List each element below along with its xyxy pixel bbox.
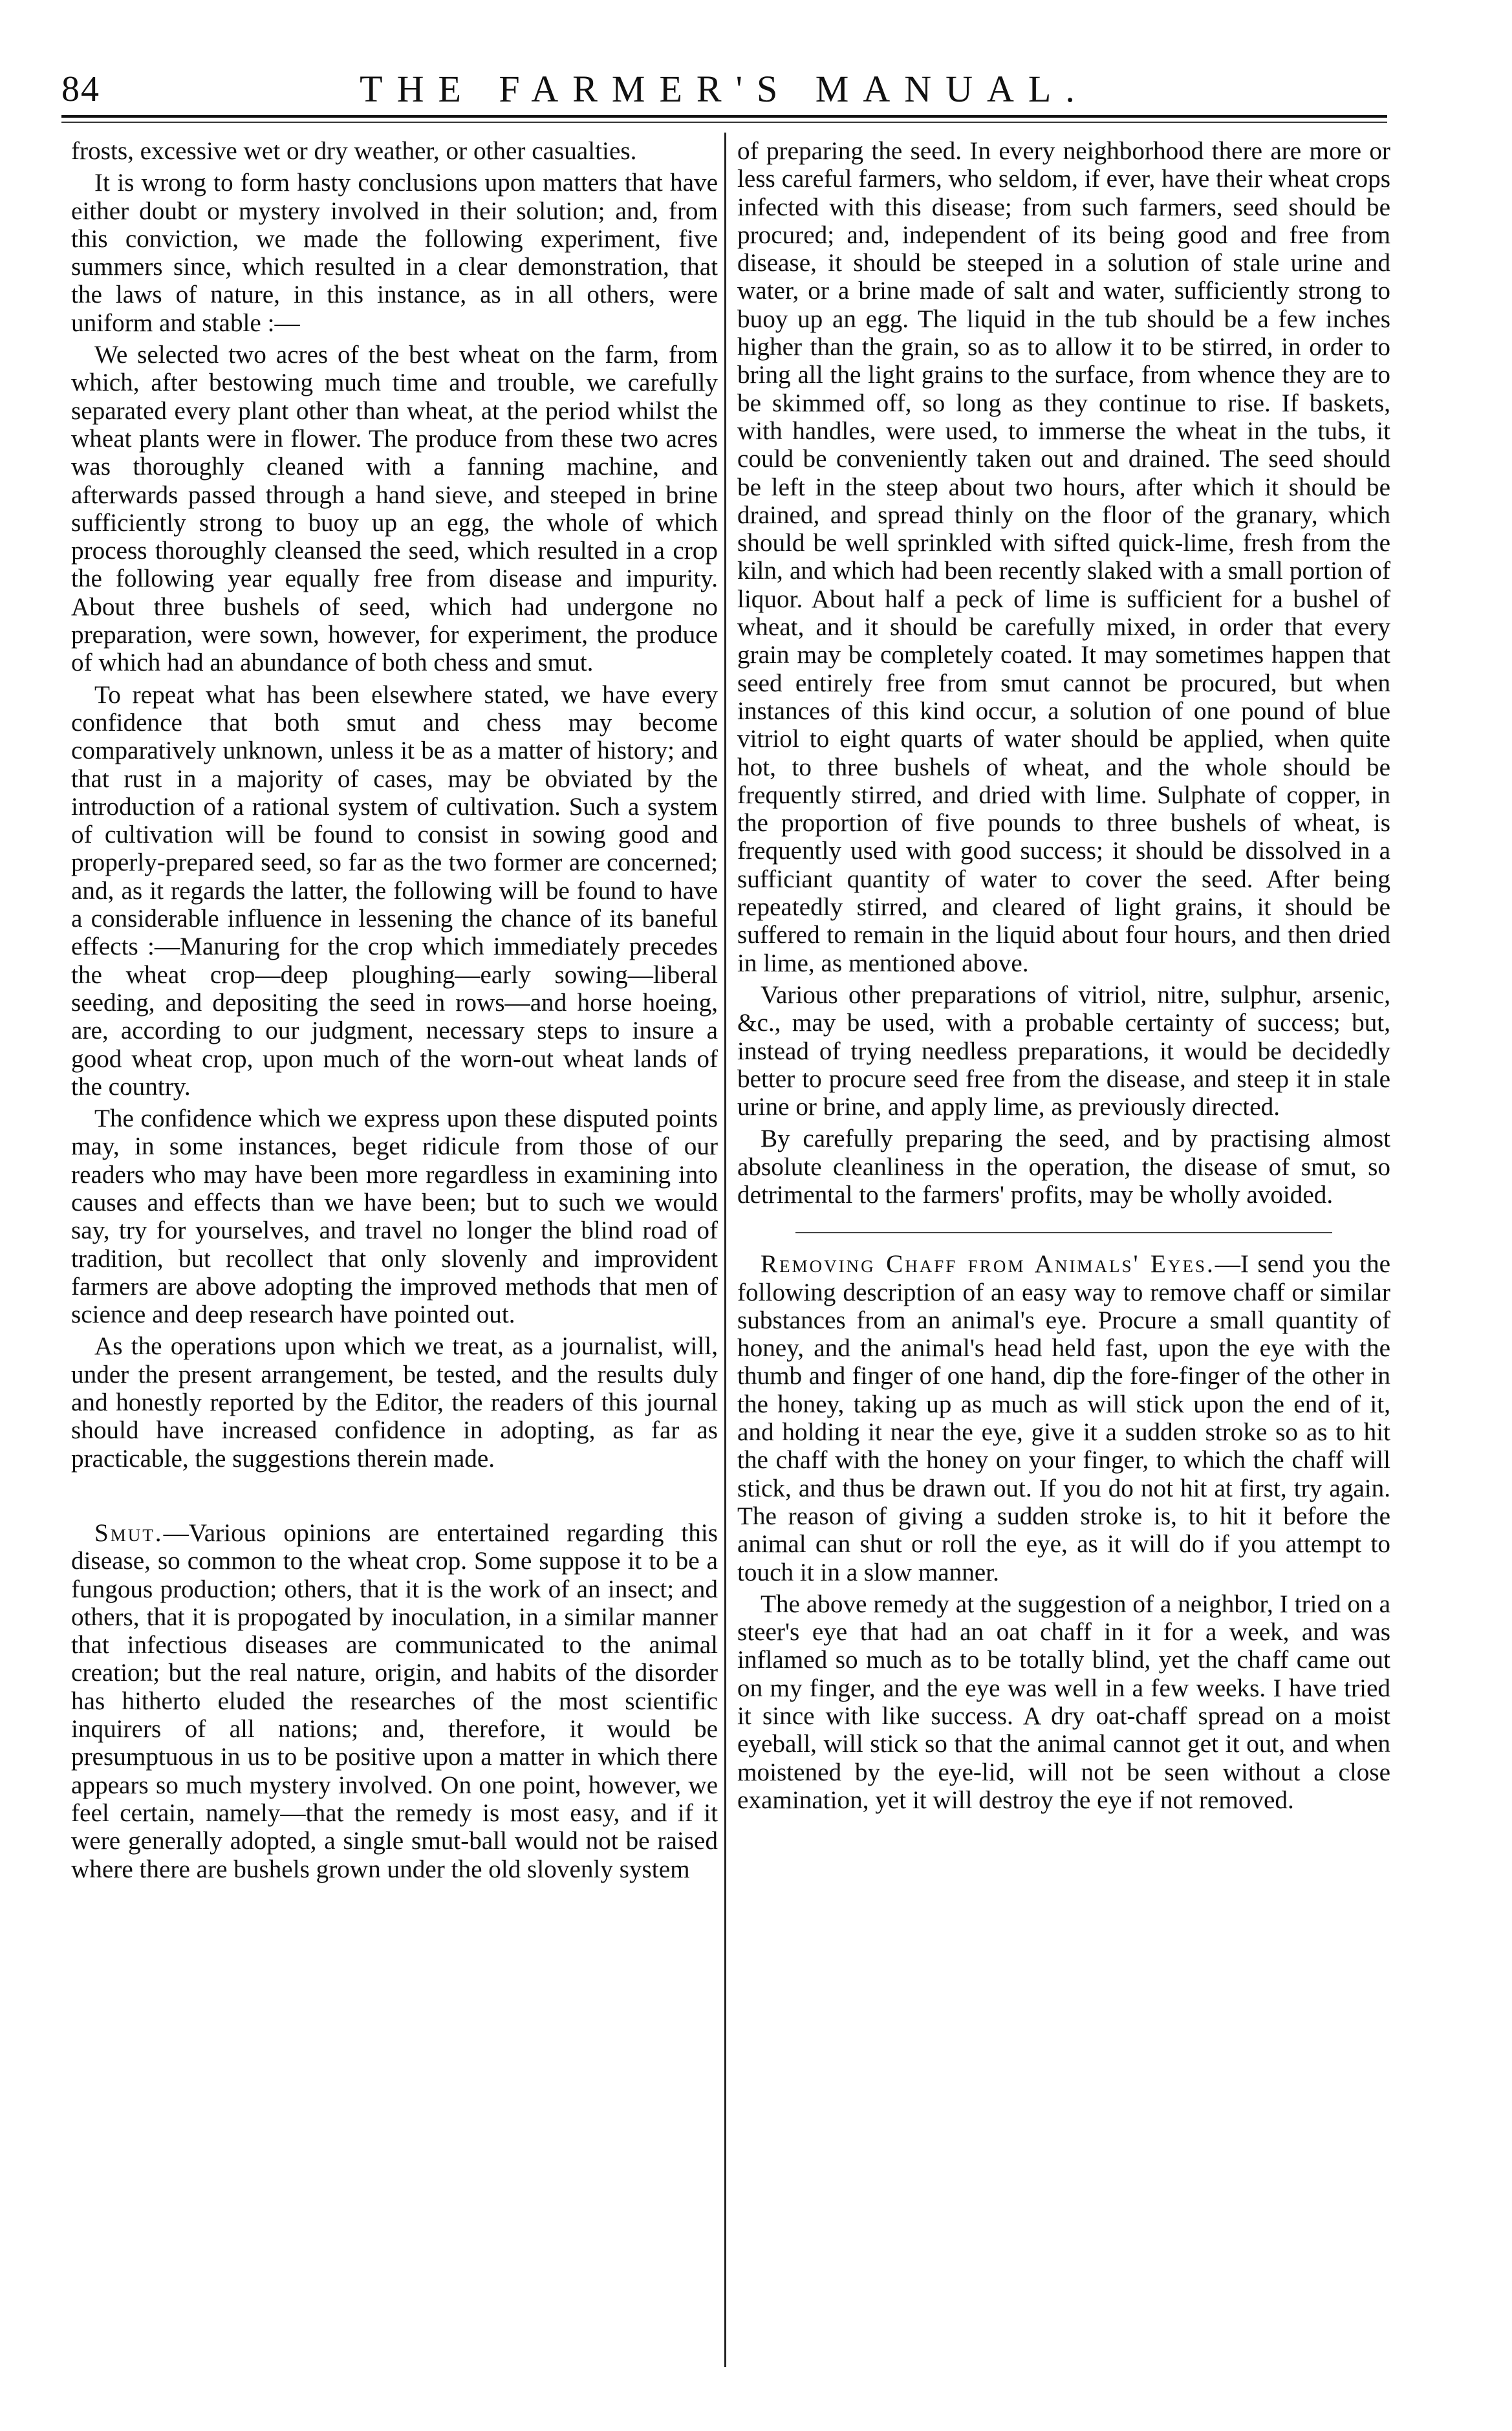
- chaff-body: —I send you the following description of an easy way to remove chaff or similar substances from an animal's eye. Procure a small quantity of honey, and the animal's head held fast, upon the eye with the thumb and finger of one hand, dip the fore-finger of the other in the honey, taking up as much as will stick upon the end of it, and holding it near the eye, give it a sudden stroke so as to hit the chaff with the honey on your finger, to which the chaff will stick, and thus be drawn out. If you do not hit at first, try again. The reason of giving a sudden stroke is, to hit it before the animal can shut or roll the eye, as it will do if you attempt to touch it in a slow manner.: [737, 1250, 1390, 1586]
- paragraph: Various other preparations of vitriol, nitre, sulphur, arsenic, &c., may be used, with a probable certainty of success; but, instead of trying needless preparations, it would be decidedly better to procure seed free from the disease, and steep it in stale urine or brine, and apply lime, as previously directed.: [737, 980, 1390, 1121]
- paragraph: of preparing the seed. In every neighborhood there are more or less careful farmers, who seldom, if ever, have their wheat crops infected with this disease; from such farmers, seed should be procured; and, independent of its being good and free from disease, it should be steeped in a solution of stale urine and water, or a brine made of salt and water, sufficiently strong to buoy up an egg. The liquid in the tub should be a few inches higher than the grain, so as to allow it to be stirred, in order to bring all the light grains to the surface, from whence they are to be skimmed off, so long as they continue to rise. If baskets, with handles, were used, to immerse the wheat in the tubs, it could be conveniently taken out and drained. The seed should be left in the steep about two hours, after which it should be drained, and spread thinly on the floor of the granary, which should be well sprinkled with sifted quick-lime, fresh from the kiln, and which had been recently slaked with a small portion of liquor. About half a peck of lime is sufficient for a bushel of wheat, and it should be carefully mixed, in order that every grain may be completely coated. It may sometimes happen that seed entirely free from smut cannot be procured, but when instances of this kind occur, a solution of one pound of blue vitriol to eight quarts of water should be applied, when quite hot, to three bushels of wheat, and the whole should be frequently stirred, and dried with lime. Sulphate of copper, in the proportion of five pounds to three bushels of wheat, is frequently used with good success; it should be dissolved in a sufficiant quantity of water to cover the seed. After being repeatedly stirred, and cleared of light grains, it should be suffered to remain in the liquid about four hours, and then dried in lime, as mentioned above.: [737, 137, 1390, 977]
- smut-body: —Various opinions are entertained regarding this disease, so common to the wheat crop. Some suppose it to be a fungous production; others, that it is the work of an insect; and others, that it is propogated by inoculation, in a similar manner that infectious diseases are communicated to the animal creation; but the real nature, origin, and habits of the disorder has hitherto eluded the researches of the most scientific inquirers of all nations; and, therefore, it would be presumptuous in us to be positive upon a matter in which there appears so much mystery involved. On one point, however, we feel certain, namely—that the remedy is most easy, and if it were generally adopted, a single smut-ball would not be raised where there are bushels grown under the old slovenly system: [71, 1518, 718, 1883]
- chaff-heading: Removing Chaff from Animals' Eyes.: [761, 1250, 1215, 1279]
- paragraph: It is wrong to form hasty conclusions upon matters that have either doubt or mystery involved in their solution; and, from this conviction, we made the following experiment, five summers since, which resulted in a clear demonstration, that the laws of nature, in this instance, as in all others, were uniform and stable :—: [71, 169, 718, 337]
- section-break: [71, 1476, 718, 1519]
- running-head: THE FARMER'S MANUAL.: [360, 68, 1089, 110]
- column-divider: [724, 133, 726, 2367]
- header-rule: [61, 115, 1387, 118]
- chaff-article: [737, 1250, 1390, 1586]
- paragraph: frosts, excessive wet or dry weather, or other casualties.: [71, 137, 637, 165]
- paragraph: The confidence which we express upon these disputed points may, in some instances, beget ridicule from those of our readers who may have been more regardless in examining into causes and effects than we have been; but to such we would say, try for yourselves, and travel no longer the blind road of tradition, but recollect that only slovenly and improvident farmers are above adopting the improved methods that men of science and deep research have pointed out.: [71, 1105, 718, 1329]
- paragraph: As the operations upon which we treat, as a journalist, will, under the present arrangement, be tested, and the results duly and honestly reported by the Editor, the readers of this journal should have increased confidence in adopting, as far as practicable, the suggestions therein made.: [71, 1332, 718, 1473]
- page-header: [61, 62, 1387, 140]
- paragraph: By carefully preparing the seed, and by practising almost absolute cleanliness in the operation, the disease of smut, so detrimental to the farmers' profits, may be wholly avoided.: [737, 1125, 1390, 1209]
- smut-heading: Smut.: [94, 1518, 164, 1547]
- section-rule: [737, 1213, 1390, 1250]
- smut-article: [71, 1519, 718, 1883]
- paragraph: To repeat what has been elsewhere stated, we have every confidence that both smut and chess may become comparatively unknown, unless it be as a matter of history; and that rust in a majority of cases, may be obviated by the introduction of a rational system of cultivation. Such a system of cultivation will be found to consist in sowing good and properly-prepared seed, so far as the two former are concerned; and, as it regards the latter, the following will be found to have a considerable influence in lessening the chance of its baneful effects :—Manuring for the crop which immediately precedes the wheat crop—deep ploughing—early sowing—liberal seeding, and depositing the seed in rows—and horse hoeing, are, according to our judgment, necessary steps to insure a good wheat crop, upon much of the worn-out wheat lands of the country.: [71, 680, 718, 1101]
- header-rule-thin: [61, 122, 1387, 123]
- paragraph: The above remedy at the suggestion of a neighbor, I tried on a steer's eye that had an oat chaff in it for a week, and was inflamed so much as to be totally blind, yet the chaff came out on my finger, and the eye was well in a few weeks. I have tried it since with like success. A dry oat-chaff spread on a moist eyeball, will stick so that the animal cannot get it out, and when moistened by the eye-lid, will not be seen without a close examination, yet it will destroy the eye if not removed.: [737, 1590, 1390, 1814]
- paragraph: We selected two acres of the best wheat on the farm, from which, after bestowing much time and trouble, we carefully separated every plant other than wheat, at the period whilst the wheat plants were in flower. The produce from these two acres was thoroughly cleaned with a fanning machine, and afterwards passed through a hand sieve, and steeped in brine sufficiently strong to buoy up an egg, the whole of which process thoroughly cleansed the seed, which resulted in a crop the following year equally free from disease and impurity. About three bushels of seed, which had undergone no preparation, were sown, however, for experiment, the produce of which had an abundance of both chess and smut.: [71, 341, 718, 677]
- left-column: [71, 137, 718, 1887]
- page-number: 84: [61, 69, 100, 109]
- right-column: [737, 137, 1390, 1818]
